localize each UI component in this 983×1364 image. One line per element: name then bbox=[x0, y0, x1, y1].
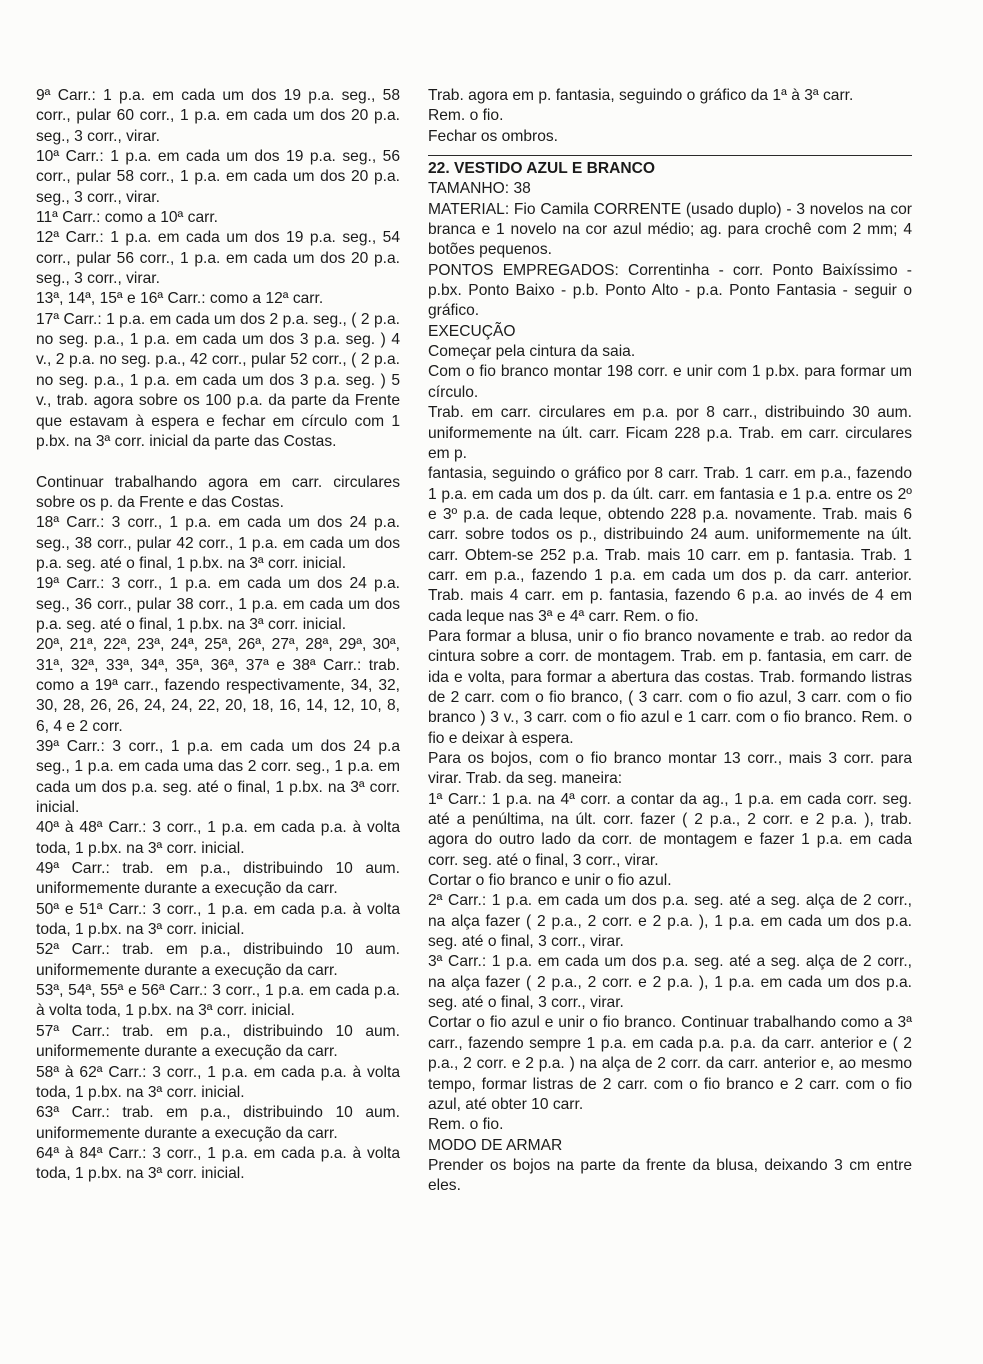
paragraph: 3ª Carr.: 1 p.a. em cada um dos p.a. seg. até a seg. alça de 2 corr., na alça fazer ( 2 p.a., 2 corr. e 2 p.a. ), 1 p.a. em cada um dos p.a. seg. até o final, 3 corr., virar. bbox=[428, 953, 912, 1012]
paragraph: Rem. o fio. bbox=[428, 107, 504, 125]
paragraph: 10ª Carr.: 1 p.a. em cada um dos 19 p.a. seg., 56 corr., pular 58 corr., 1 p.a. em cada um dos 20 p.a. seg., 3 corr., virar. bbox=[36, 148, 400, 206]
stitches-paragraph: PONTOS EMPREGADOS: Correntinha - corr. Ponto Baixíssimo - p.bx. Ponto Baixo - p.b. Ponto Alto - p.a. Ponto Fantasia - seguir o gráfico. bbox=[428, 261, 912, 320]
paragraph-spacer bbox=[36, 452, 400, 472]
paragraph: Fechar os ombros. bbox=[428, 127, 558, 145]
paragraph: 1ª Carr.: 1 p.a. na 4ª corr. a contar da ag., 1 p.a. em cada corr. seg. até a penúltima, na últ. corr. fazer ( 2 p.a., 2 corr. e 2 p.a. ), trab. agora do outro lado da corr. de montagem e fazer 1 p.a. em cada corr. seg. até o final, 3 corr., virar. bbox=[428, 790, 912, 869]
paragraph: Para os bojos, com o fio branco montar 13 corr., mais 3 corr. para virar. Trab. da seg. maneira: bbox=[428, 750, 912, 788]
paragraph: fantasia, seguindo o gráfico por 8 carr. Trab. 1 carr. em p.a., fazendo 1 p.a. em cada um dos p. da últ. carr. em fantasia e 1 p.a. entre os 2º e 3º p.a. de cada leque, obtendo 228 p.a. novamente. Trab. mais 6 carr. sobre todos os p., distribuindo 24 aum. uniformemente na últ. carr. Obtem-se 252 p.a. Trab. mais 10 carr. em p. fantasia. Trab. 1 carr. em p.a., fazendo 1 p.a. em cada um dos p. da carr. anterior. Trab. mais 4 carr. em p. fantasia, fazendo 6 p.a. ao invés de 4 em cada leque nas 3ª e 4ª carr. Rem. o fio. bbox=[428, 465, 912, 625]
paragraph: Rem. o fio. bbox=[428, 1116, 504, 1134]
paragraph: 53ª, 54ª, 55ª e 56ª Carr.: 3 corr., 1 p.a. em cada p.a. à volta toda, 1 p.bx. na 3ª corr. inicial. bbox=[36, 982, 400, 1020]
paragraph: 18ª Carr.: 3 corr., 1 p.a. em cada um dos 24 p.a. seg., 38 corr., pular 42 corr., 1 p.a. em cada um dos p.a. seg. até o final, 1 p.bx. na 3ª corr. inicial. bbox=[36, 514, 400, 572]
paragraph: 20ª, 21ª, 22ª, 23ª, 24ª, 25ª, 26ª, 27ª, 28ª, 29ª, 30ª, 31ª, 32ª, 33ª, 34ª, 35ª, 36ª, 37ª e 38ª Carr.: trab. como a 19ª carr., fazendo respectivamente, 34, 32, 30, 28, 26, 26, 24, 24, 22, 20, 18, 16, 14, 12, 10, 8, 6, 4 e 2 corr. bbox=[36, 636, 400, 735]
paragraph: 11ª Carr.: como a 10ª carr. bbox=[36, 209, 218, 227]
paragraph: Prender os bojos na parte da frente da blusa, deixando 3 cm entre eles. bbox=[428, 1156, 912, 1195]
paragraph: 50ª e 51ª Carr.: 3 corr., 1 p.a. em cada p.a. à volta toda, 1 p.bx. na 3ª corr. inicial. bbox=[36, 900, 400, 939]
paragraph: 12ª Carr.: 1 p.a. em cada um dos 19 p.a. seg., 54 corr., pular 56 corr., 1 p.a. em cada um dos 20 p.a. seg., 3 corr., virar. bbox=[36, 229, 400, 288]
paragraph: Cortar o fio azul e unir o fio branco. Continuar trabalhando como a 3ª carr., fazendo sempre 1 p.a. em cada p.a. p.a. da carr. anterior e ( 2 p.a., 2 corr. e 2 p.a. ) na alça de 2 corr. da carr. anterior e, ao mesmo tempo, formar listras de 2 carr. com o fio branco e 2 carr. com o fio azul, até obter 10 carr. bbox=[428, 1014, 912, 1113]
material-paragraph: MATERIAL: Fio Camila CORRENTE (usado duplo) - 3 novelos na cor branca e 1 novelo na cor azul médio; ag. para crochê com 2 mm; 4 botões pequenos. bbox=[428, 200, 912, 259]
section-title: 22. VESTIDO AZUL E BRANCO bbox=[428, 160, 656, 178]
paragraph: 39ª Carr.: 3 corr., 1 p.a. em cada um dos 24 p.a seg., 1 p.a. em cada uma das 2 corr. seg., 1 p.a. em cada um dos p.a. seg. até o final, 1 p.bx. na 3ª corr. inicial. bbox=[36, 738, 400, 817]
paragraph: Trab. em carr. circulares em p.a. por 8 carr., distribuindo 30 aum. uniformemente na últ. carr. Ficam 228 p.a. Trab. em carr. circulares em p. bbox=[428, 404, 912, 462]
paragraph: Com o fio branco montar 198 corr. e unir com 1 p.bx. para formar um círculo. bbox=[428, 363, 912, 401]
section-divider bbox=[428, 155, 912, 156]
paragraph: 57ª Carr.: trab. em p.a., distribuindo 10 aum. uniformemente durante a execução da carr. bbox=[36, 1022, 400, 1061]
subheading-assembly: MODO DE ARMAR bbox=[428, 1136, 563, 1154]
paragraph: 2ª Carr.: 1 p.a. em cada um dos p.a. seg. até a seg. alça de 2 corr., na alça fazer ( 2 p.a., 2 corr. e 2 p.a. ), 1 p.a. em cada um dos p.a. seg. até o final, 3 corr., virar. bbox=[428, 892, 912, 951]
paragraph: Começar pela cintura da saia. bbox=[428, 343, 636, 361]
paragraph: 49ª Carr.: trab. em p.a., distribuindo 10 aum. uniformemente durante a execução da carr. bbox=[36, 860, 400, 898]
paragraph: 52ª Carr.: trab. em p.a., distribuindo 10 aum. uniformemente durante a execução da carr. bbox=[36, 941, 400, 979]
right-column bbox=[428, 86, 912, 1197]
size-line: TAMANHO: 38 bbox=[428, 180, 531, 198]
paragraph: Cortar o fio branco e unir o fio azul. bbox=[428, 872, 672, 890]
paragraph: 64ª à 84ª Carr.: 3 corr., 1 p.a. em cada p.a. à volta toda, 1 p.bx. na 3ª corr. inicial. bbox=[36, 1144, 400, 1183]
paragraph: 19ª Carr.: 3 corr., 1 p.a. em cada um dos 24 p.a. seg., 36 corr., pular 38 corr., 1 p.a. em cada um dos p.a. seg. até o final, 1 p.bx. na 3ª corr. inicial. bbox=[36, 575, 400, 633]
paragraph: 40ª à 48ª Carr.: 3 corr., 1 p.a. em cada p.a. à volta toda, 1 p.bx. na 3ª corr. inicial. bbox=[36, 819, 400, 857]
paragraph: 17ª Carr.: 1 p.a. em cada um dos 2 p.a. seg., ( 2 p.a. no seg. p.a., 1 p.a. em cada um dos 3 p.a. seg. ) 4 v., 2 p.a. no seg. p.a., 42 corr., pular 52 corr., ( 2 p.a. no seg. p.a., 1 p.a. em cada um dos 3 p.a. seg. ) 5 v., trab. agora sobre os 100 p.a. da parte da Frente que estavam à espera e fechar em círculo com 1 p.bx. na 3ª corr. inicial da parte das Costas. bbox=[36, 310, 400, 450]
paragraph: Continuar trabalhando agora em carr. circulares sobre os p. da Frente e das Costas. bbox=[36, 473, 400, 511]
paragraph: Para formar a blusa, unir o fio branco novamente e trab. ao redor da cintura sobre a corr. de montagem. Trab. em p. fantasia, em carr. de ida e volta, para formar a abertura das costas. Trab. formando listras de 2 carr. com o fio branco, ( 3 carr. com o fio azul, 3 carr. com o fio branco ) 3 v., 3 carr. com o fio azul e 1 carr. com o fio branco. Rem. o fio e deixar à espera. bbox=[428, 627, 912, 747]
left-column bbox=[36, 86, 400, 1185]
subheading-execution: EXECUÇÃO bbox=[428, 322, 516, 340]
paragraph: 63ª Carr.: trab. em p.a., distribuindo 10 aum. uniformemente durante a execução da carr. bbox=[36, 1104, 400, 1142]
paragraph: 9ª Carr.: 1 p.a. em cada um dos 19 p.a. seg., 58 corr., pular 60 corr., 1 p.a. em cada um dos 20 p.a. seg., 3 corr., virar. bbox=[36, 87, 400, 145]
paragraph: Trab. agora em p. fantasia, seguindo o gráfico da 1ª à 3ª carr. bbox=[428, 87, 854, 104]
paragraph: 58ª à 62ª Carr.: 3 corr., 1 p.a. em cada p.a. à volta toda, 1 p.bx. na 3ª corr. inicial. bbox=[36, 1063, 400, 1101]
paragraph: 13ª, 14ª, 15ª e 16ª Carr.: como a 12ª carr. bbox=[36, 290, 324, 308]
